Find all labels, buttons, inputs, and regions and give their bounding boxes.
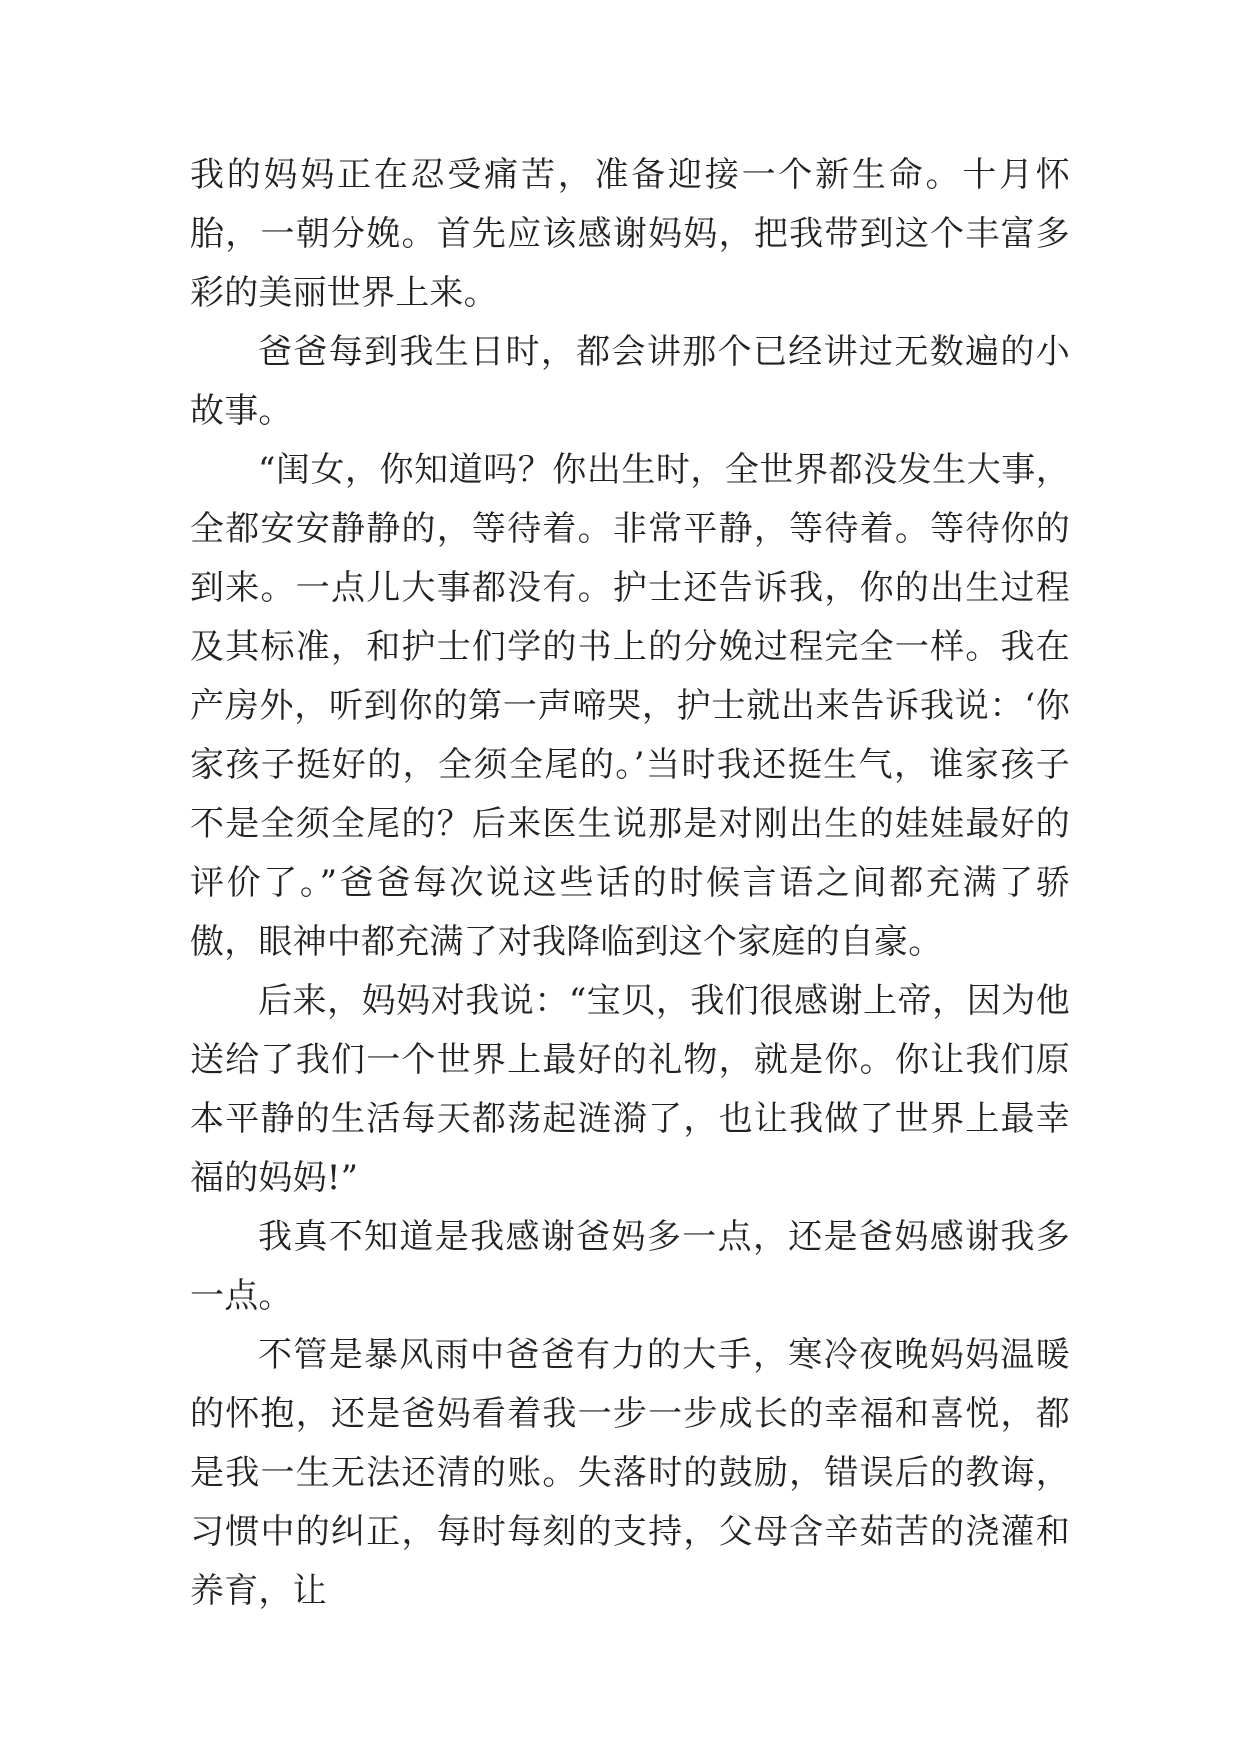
paragraph-6: 不管是暴风雨中爸爸有力的大手，寒冷夜晚妈妈温暖的怀抱，还是爸妈看着我一步一步成长的幸福和喜悦，都是我一生无法还清的账。失落时的鼓励，错误后的教诲，习惯中的纠正，每时每刻的支持，父母含辛茹苦的浇灌和养育，让 [190, 1335, 1070, 1611]
document-body [190, 146, 1070, 1621]
paragraph-1: 我的妈妈正在忍受痛苦，准备迎接一个新生命。十月怀胎，一朝分娩。首先应该感谢妈妈，把我带到这个丰富多彩的美丽世界上来。 [190, 155, 1070, 313]
paragraph-2: 爸爸每到我生日时，都会讲那个已经讲过无数遍的小故事。 [190, 332, 1070, 431]
paragraph-4: 后来，妈妈对我说：“宝贝，我们很感谢上帝，因为他送给了我们一个世界上最好的礼物，就是你。你让我们原本平静的生活每天都荡起涟漪了，也让我做了世界上最幸福的妈妈!” [190, 981, 1070, 1198]
paragraph-3: “闺女，你知道吗？你出生时，全世界都没发生大事，全都安安静静的，等待着。非常平静，等待着。等待你的到来。一点儿大事都没有。护士还告诉我，你的出生过程及其标准，和护士们学的书上的分娩过程完全一样。我在产房外，听到你的第一声啼哭，护士就出来告诉我说：‘你家孩子挺好的，全须全尾的。’当时我还挺生气，谁家孩子不是全须全尾的？后来医生说那是对刚出生的娃娃最好的评价了。”爸爸每次说这些话的时候言语之间都充满了骄傲，眼神中都充满了对我降临到这个家庭的自豪。 [190, 450, 1070, 962]
paragraph-5: 我真不知道是我感谢爸妈多一点，还是爸妈感谢我多一点。 [190, 1217, 1070, 1316]
